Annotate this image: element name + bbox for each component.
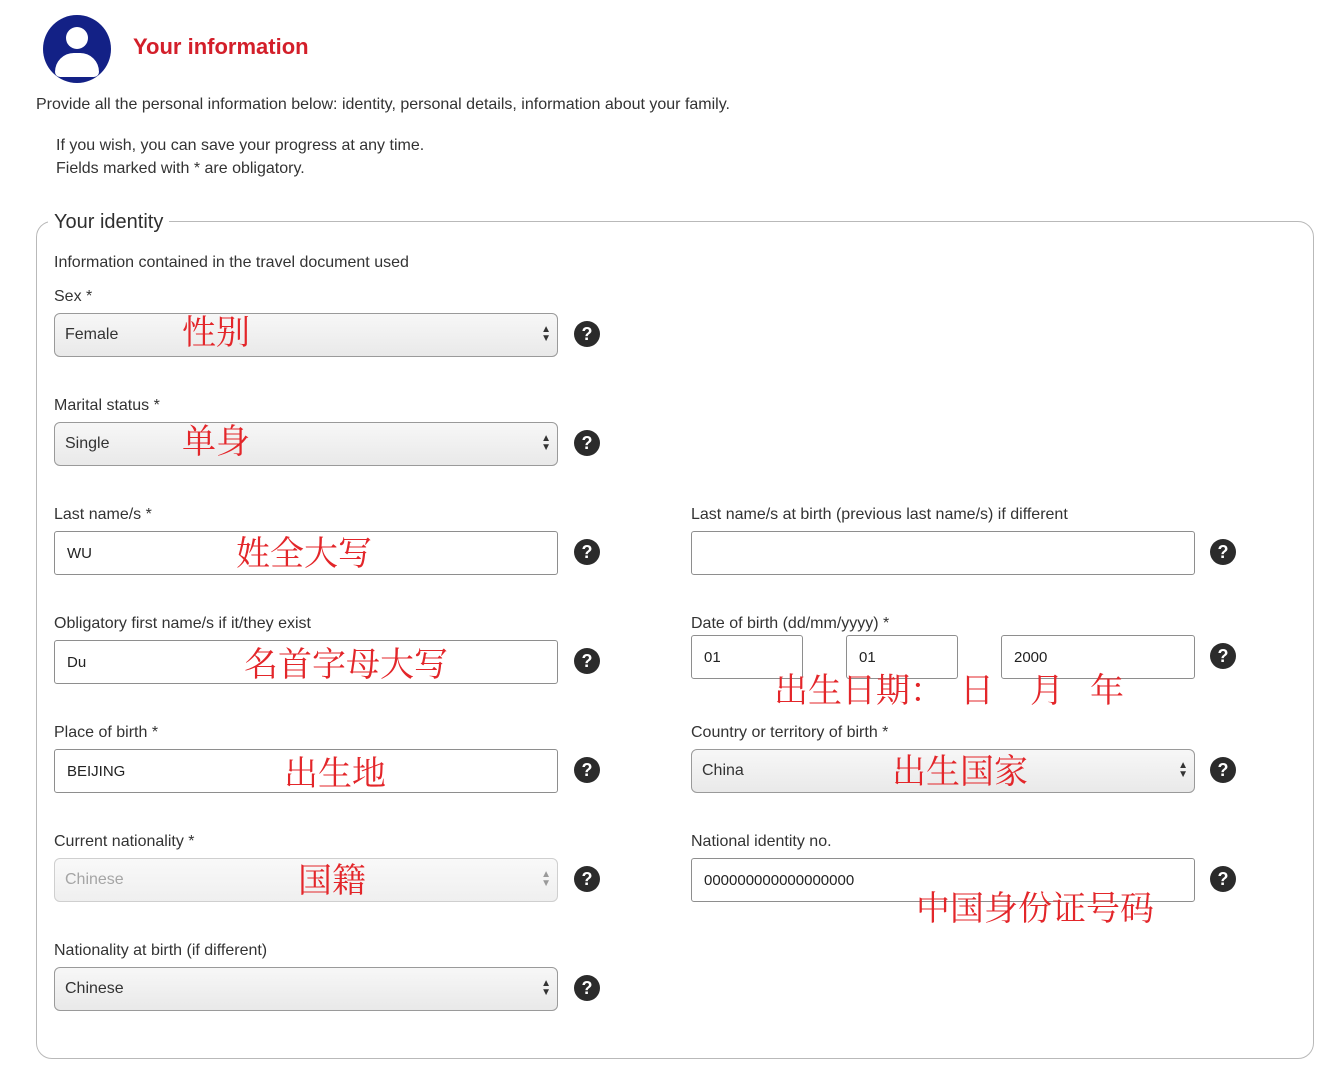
question-circle-icon[interactable]: ? — [1210, 757, 1236, 783]
question-circle-icon[interactable]: ? — [574, 757, 600, 783]
dob-year-value: 2000 — [1014, 649, 1048, 666]
question-circle-icon[interactable]: ? — [1210, 866, 1236, 892]
first-name-label: Obligatory first name/s if it/they exist — [54, 615, 311, 632]
dob-annotation-year: 年 — [1090, 671, 1124, 711]
question-circle-icon[interactable]: ? — [574, 539, 600, 565]
updown-arrows-icon: ▲ ▼ — [541, 324, 551, 344]
national-id-label: National identity no. — [691, 833, 832, 850]
intro-text: Provide all the personal information below: identity, personal details, information about your family. — [36, 96, 730, 113]
question-circle-icon[interactable]: ? — [574, 321, 600, 347]
dob-annotation-day: 日 — [960, 671, 994, 711]
question-circle-icon[interactable]: ? — [574, 430, 600, 456]
current-nationality-value: Chinese — [65, 871, 124, 888]
updown-arrows-icon: ▲ ▼ — [1178, 760, 1188, 780]
dob-annotation-month: 月 — [1030, 671, 1064, 711]
last-name-value: WU — [67, 545, 92, 562]
question-circle-icon[interactable]: ? — [574, 866, 600, 892]
user-avatar-icon — [43, 15, 111, 83]
marital-status-annotation: 单身 — [182, 422, 250, 462]
dob-month-value: 01 — [859, 649, 876, 666]
question-circle-icon[interactable]: ? — [574, 975, 600, 1001]
question-circle-icon[interactable]: ? — [1210, 539, 1236, 565]
national-id-value: 000000000000000000 — [704, 872, 855, 889]
updown-arrows-icon: ▲ ▼ — [541, 869, 551, 889]
sex-annotation: 性别 — [182, 313, 250, 353]
national-id-annotation: 中国身份证号码 — [916, 889, 1154, 929]
nationality-at-birth-select[interactable] — [54, 967, 558, 1011]
first-name-value: Du — [67, 654, 87, 671]
last-name-birth-input[interactable] — [691, 531, 1195, 575]
current-nationality-label: Current nationality * — [54, 833, 195, 850]
country-of-birth-annotation: 出生国家 — [892, 752, 1028, 792]
marital-status-value: Single — [65, 435, 110, 452]
nationality-at-birth-value: Chinese — [65, 980, 124, 997]
sex-value: Female — [65, 326, 119, 343]
last-name-birth-label: Last name/s at birth (previous last name/s) if different — [691, 506, 1068, 523]
page-title: Your information — [133, 34, 309, 59]
avatar-head — [66, 27, 88, 49]
question-circle-icon[interactable]: ? — [574, 648, 600, 674]
place-of-birth-value: BEIJING — [67, 763, 126, 780]
identity-subheading: Information contained in the travel document used — [54, 254, 409, 271]
dob-annotation-prefix: 出生日期： — [774, 671, 944, 711]
sex-select[interactable] — [54, 313, 558, 357]
updown-arrows-icon: ▲ ▼ — [541, 978, 551, 998]
question-circle-icon[interactable]: ? — [1210, 643, 1236, 669]
updown-arrows-icon: ▲ ▼ — [541, 433, 551, 453]
country-of-birth-value: China — [702, 762, 744, 779]
marital-status-select[interactable] — [54, 422, 558, 466]
identity-legend: Your identity — [48, 211, 169, 234]
sex-label: Sex * — [54, 288, 93, 305]
last-name-annotation: 姓全大写 — [236, 534, 372, 574]
place-of-birth-annotation: 出生地 — [284, 754, 386, 794]
place-of-birth-label: Place of birth * — [54, 724, 159, 741]
country-of-birth-label: Country or territory of birth * — [691, 724, 889, 741]
nationality-at-birth-label: Nationality at birth (if different) — [54, 942, 268, 959]
required-note: Fields marked with * are obligatory. — [56, 160, 305, 177]
avatar-shoulders — [55, 53, 99, 77]
marital-status-label: Marital status * — [54, 397, 160, 414]
current-nationality-annotation: 国籍 — [298, 861, 366, 901]
dob-day-value: 01 — [704, 649, 721, 666]
dob-label: Date of birth (dd/mm/yyyy) * — [691, 615, 890, 632]
first-name-annotation: 名首字母大写 — [244, 645, 448, 685]
save-note: If you wish, you can save your progress at any time. — [56, 137, 425, 154]
last-name-label: Last name/s * — [54, 506, 152, 523]
